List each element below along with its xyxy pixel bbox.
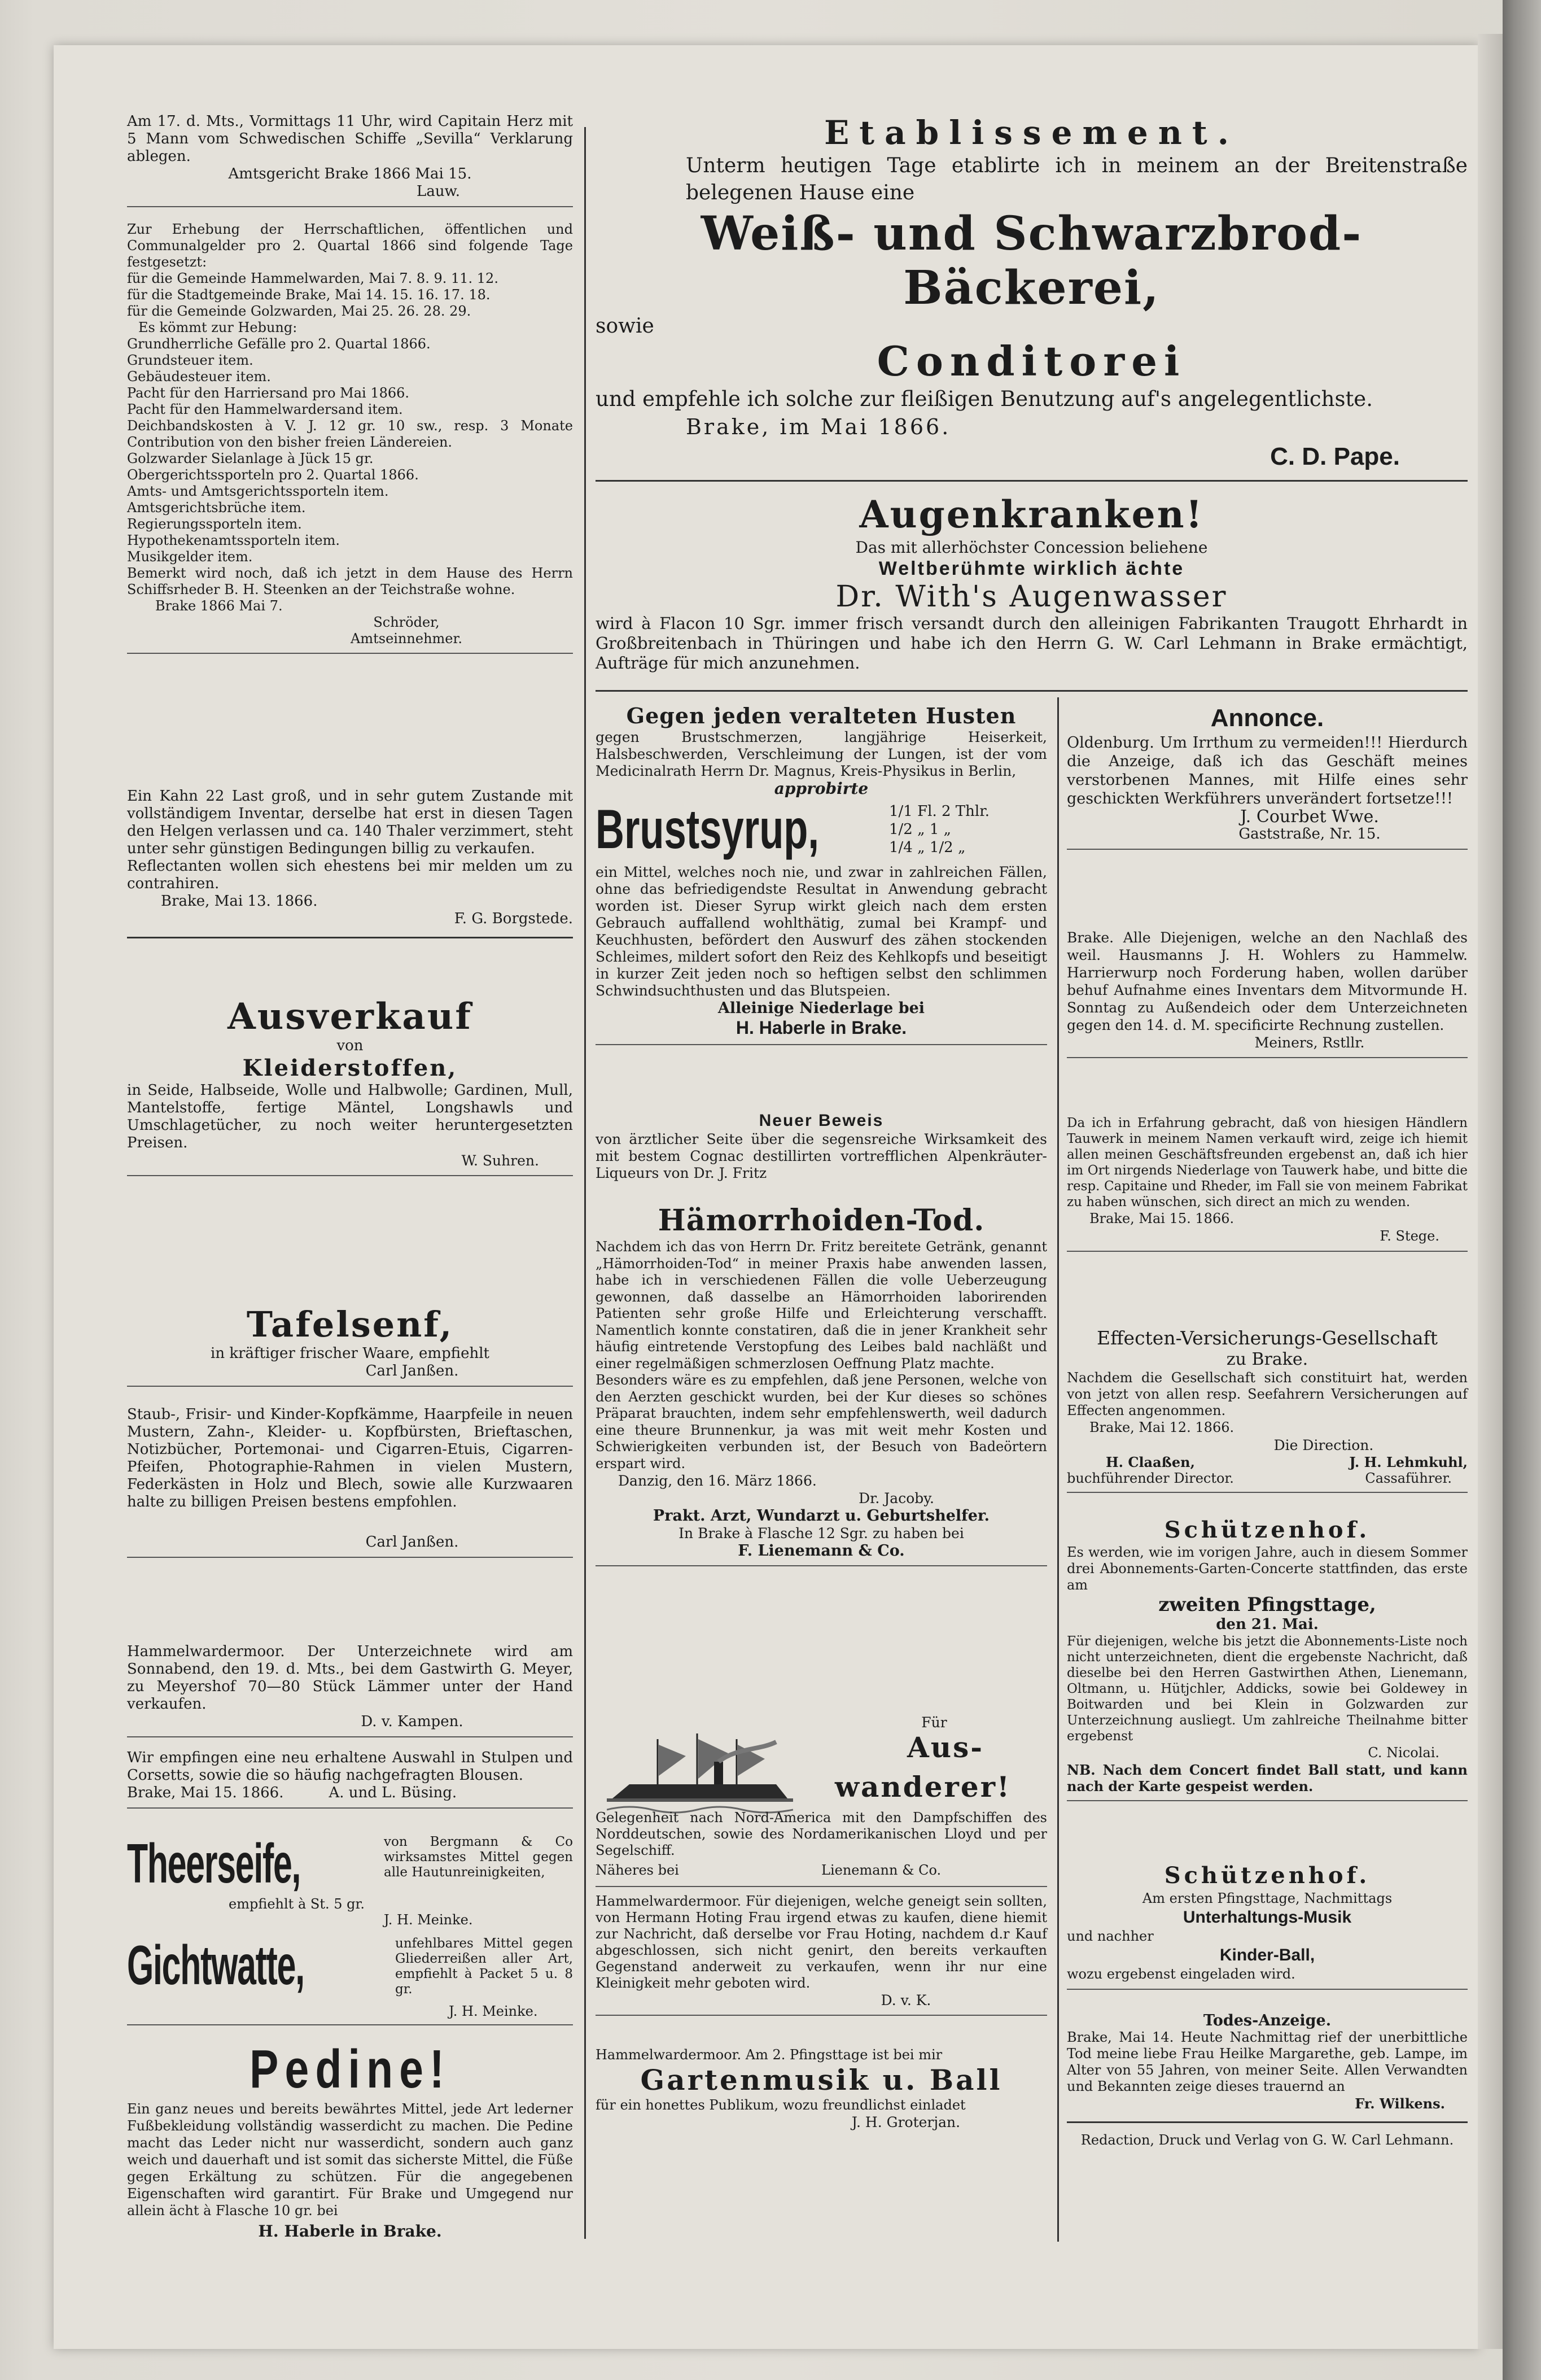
hoting-text: Hammelwardermoor. Für diejenigen, welche geneigt sein sollten, von Hermann Hoting Frau irgend etwas zu kaufen, diene hiemit zur Nachricht, daß derselbe vor Frau Hoting, nachdem d.r Kauf abgeschlossen, sich nicht genirt, den bereits verkauften Gegenstand anderweit zu verkaufen, wenn ihr nur eine Kleinigkeit mehr geboten wird.	[596, 1893, 1047, 1991]
effecten-sig-2-title: Cassaführer.	[1365, 1470, 1452, 1486]
haemorrhoiden-text-2: Besonders wäre es zu empfehlen, daß jene Personen, welche von den Aerzten geschickt wurden, bei der Kur dieses so schönes Präparat brauchten, indem sehr empfehlenswerth, weil dadurch eine theure Brunnenkur, ja was mit weit mehr Kosten und Schwierigkeiten verbunden ist, der Besuch von Badeörtern erspart wird.	[596, 1372, 1047, 1471]
ad-gichtwatte	[127, 1934, 573, 2024]
kampen-text: Hammelwardermoor. Der Unterzeichnete wird am Sonnabend, den 19. d. Mts., bei dem Gastwirth G. Meyer, zu Meyershof 70—80 Stück Lämmer unter der Hand verkaufen.	[127, 1643, 573, 1713]
notice-taxes	[127, 221, 573, 660]
kahn-sig: F. G. Borgstede.	[454, 910, 573, 927]
husten-text: gegen Brustschmerzen, langjährige Heiserkeit, Halsbeschwerden, Verschleimung der Lungen, ist der vom Medicinalrath Herrn Dr. Magnus, Kreis-Physikus in Berlin,	[596, 729, 1047, 779]
beweis-text: von ärztlicher Seite über die segensreiche Wirksamkeit des mit bestem Cognac destillirten vortrefflichen Alpenkräuter-Liqueurs von Dr. J. Fritz	[596, 1131, 1047, 1181]
husten-title: Gegen jeden veralteten Husten	[626, 703, 1017, 728]
theerseife-text: von Bergmann & Co wirksamstes Mittel gegen alle Hautunreinigkeiten,	[384, 1835, 573, 1880]
top-spanning-ad	[596, 113, 1468, 673]
annonce-addr: Gaststraße, Nr. 15.	[1238, 826, 1381, 842]
tauwerk-sig: F. Stege.	[1380, 1228, 1439, 1244]
ausverkauf-text: in Seide, Halbseide, Wolle und Halbwolle; Gardinen, Mull, Mantelstoffe, fertige Mäntel, Longshawls und Umschlagetücher, zu noch weiter heruntergesetzten Preisen.	[127, 1082, 573, 1151]
schuetzenhof-sub: den 21. Mai.	[1216, 1616, 1319, 1633]
schuetzenhof-sig: C. Nicolai.	[1368, 1745, 1439, 1761]
ad-beweis	[596, 1111, 1047, 1182]
notice-kahn	[127, 788, 573, 947]
column-rule-right	[1057, 697, 1059, 2242]
tax-item: Grundherrliche Gefälle pro 2. Quartal 1866.	[127, 336, 431, 352]
notice-kampen	[127, 1643, 573, 1743]
imprint: Redaction, Druck und Verlag von G. W. Carl Lehmann.	[1080, 2132, 1454, 2148]
book-edge	[1503, 0, 1541, 2380]
tax-note: Bemerkt wird noch, daß ich jetzt in dem Hause des Herrn Schiffsrheder B. H. Steenken an der Teichstraße wohne.	[127, 565, 573, 597]
stulpen-date	[127, 1784, 573, 1802]
effecten-direction: Die Direction.	[1273, 1437, 1374, 1453]
schuetzenhof-title: Schützenhof.	[1164, 1517, 1371, 1543]
auswanderer-fuer: Für	[921, 1714, 947, 1731]
tax-sig: Schröder,	[373, 614, 440, 630]
tax-item: Pacht für den Harriersand pro Mai 1866.	[127, 385, 410, 401]
ausverkauf-title: Ausverkauf	[227, 995, 472, 1038]
haemorrhoiden-sales-2: F. Lienemann & Co.	[738, 1542, 905, 1560]
notice-text: Am 17. d. Mts., Vormittags 11 Uhr, wird Capitain Herz mit 5 Mann vom Schwedischen Schiffe „Sevilla“ Verklarung ablegen.	[127, 113, 573, 165]
schuetzenhof-2-text-2: wozu ergebenst eingeladen wird.	[1067, 1966, 1295, 1982]
augen-l1: Das mit allerhöchster Concession beliehene	[855, 538, 1208, 557]
kahn-text: Ein Kahn 22 Last groß, und in sehr gutem Zustande mit vollständigem Inventar, derselbe hat erst in diesen Tagen den Helgen verlassen und ca. 140 Thaler verzimmert, steht unter sehr günstigen Bedingungen billig zu verkaufen.	[127, 788, 573, 857]
todes-text: Brake, Mai 14. Heute Nachmittag rief der unerbittliche Tod meine liebe Frau Heilke Margarethe, geb. Lampe, im Alter von 55 Jahren, von meiner Seite. Allen Verwandten und Bekannten zeige dieses trauernd an	[1067, 2029, 1468, 2094]
annonce-title: Annonce.	[1210, 704, 1324, 732]
effecten-sig-2: J. H. Lehmkuhl,	[1349, 1454, 1468, 1470]
tax-item: Pacht für den Hammelwardersand item.	[127, 401, 403, 417]
gartenmusik-title: Gartenmusik u. Ball	[640, 2063, 1002, 2097]
effecten-sub: zu Brake.	[1226, 1350, 1308, 1369]
kahn-text-2: Reflectanten wollen sich ehestens bei mir melden um zu contrahiren.	[127, 858, 573, 892]
theerseife-price: empfiehlt à St. 5 gr.	[229, 1896, 365, 1912]
husten-big-row	[596, 797, 1047, 864]
staub-text: Staub-, Frisir- und Kinder-Kopfkämme, Haarpfeile in neuen Mustern, Zahn-, Kleider- u. Kopfbürsten, Brieftaschen, Notizbücher, Portemonai- und Cigarren-Etuis, Cigarren-Pfeifen, Photographie-Rahmen in vielen Mustern, Federkästen in Holz und Blech, sowie alle Kurzwaaren halte zu billigen Preisen bestens empfohlen.	[127, 1406, 573, 1510]
effecten-sig-right	[1349, 1454, 1468, 1486]
pedine-sig: H. Haberle in Brake.	[258, 2222, 442, 2241]
haemorrhoiden-date: Danzig, den 16. März 1866.	[618, 1473, 817, 1489]
tax-item: Grundsteuer item.	[127, 352, 253, 368]
husten-approbirte: approbirte	[774, 779, 869, 798]
effecten-date: Brake, Mai 12. 1866.	[1089, 1420, 1234, 1435]
tax-sig-title: Amtseinnehmer.	[351, 631, 462, 647]
notice-todes	[1067, 2012, 1468, 2148]
notice-court: Amtsgericht Brake 1866 Mai 15.	[228, 165, 472, 182]
schuetzenhof-text: Es werden, wie im vorigen Jahre, auch in diesem Sommer drei Abonnements-Garten-Concerte stattfinden, das erste am	[1067, 1544, 1468, 1593]
schuetzenhof-2-big-2: Kinder-Ball,	[1219, 1946, 1315, 1964]
ad-staub	[127, 1406, 573, 1564]
haemorrhoiden-sig-2: Prakt. Arzt, Wundarzt u. Geburtshelfer.	[653, 1507, 990, 1525]
ausverkauf-sub: Kleiderstoffen,	[242, 1055, 458, 1081]
kahn-date: Brake, Mai 13. 1866.	[161, 893, 318, 910]
theerseife-title: Theerseife,	[127, 1832, 301, 1894]
tax-intro: Zur Erhebung der Herrschaftlichen, öffentlichen und Communalgelder pro 2. Quartal 1866 sind folgende Tage festgesetzt:	[127, 221, 573, 270]
tax-item: Regierungssporteln item.	[127, 516, 302, 532]
tax-item: Deichbandskosten à V. J. 12 gr. 10 sw., resp. 3 Monate Contribution von den bisher freien Ländereien.	[127, 418, 573, 450]
tauwerk-date: Brake, Mai 15. 1866.	[1089, 1211, 1234, 1226]
tafelsenf-sig: Carl Janßen.	[365, 1363, 459, 1379]
ad-annonce	[1067, 703, 1468, 855]
ad-haemorrhoiden	[596, 1203, 1047, 1572]
effecten-sig-1-title: buchführender Director.	[1067, 1470, 1234, 1486]
todes-title: Todes-Anzeige.	[1203, 2012, 1332, 2029]
pedine-text: Ein ganz neues und bereits bewährtes Mittel, jede Art lederner Fußbekleidung vollständig wasserdicht zu machen. Die Pedine macht das Leder nicht nur wasserdicht, sondern auch ganz weich und dauerhaft und ist somit das sicherste Mittel, die Füße gegen Erkältung zu schützen. Für die angegebenen Eigenschaften wird garantirt. Für Brake und Umgegend nur allein ächt à Flasche 10 gr. bei	[127, 2101, 573, 2219]
schuetzenhof-2-sub: und nachher	[1067, 1928, 1154, 1944]
schuetzenhof-2-text: Am ersten Pfingsttage, Nachmittags	[1142, 1890, 1393, 1906]
tafelsenf-text: in kräftiger frischer Waare, empfiehlt	[211, 1345, 489, 1362]
top-ad-bottom-rule	[596, 690, 1468, 692]
gartenmusik-text-2: für ein honettes Publikum, wozu freundlichst einladet	[596, 2097, 966, 2113]
kampen-sig: D. v. Kampen.	[361, 1713, 463, 1730]
ad-ausverkauf	[127, 997, 573, 1182]
schuetzenhof-big: zweiten Pfingsttage,	[1158, 1593, 1376, 1616]
notice-tauwerk	[1067, 1115, 1468, 1257]
etablissement-sig: C. D. Pape.	[1270, 443, 1400, 470]
column-rule-left	[584, 127, 586, 2239]
ausverkauf-sig: W. Suhren.	[461, 1152, 539, 1169]
notice-signature: Lauw.	[417, 183, 460, 200]
tax-item: Golzwarder Sielanlage à Jück 15 gr.	[127, 451, 374, 466]
ad-theerseife	[127, 1832, 573, 1928]
augen-l2: Weltberühmte wirklich ächte	[878, 558, 1185, 579]
ad-auswanderer	[596, 1714, 1047, 1877]
gartenmusik-text: Hammelwardermoor. Am 2. Pfingsttage ist bei mir	[596, 2047, 943, 2063]
augen-text: wird à Flacon 10 Sgr. immer frisch versandt durch den alleinigen Fabrikanten Traugott Ehrhardt in Großbreitenbach in Thüringen und habe ich den Herrn G. W. Carl Lehmann in Brake ermächtigt, Aufträge für mich anzunehmen.	[596, 614, 1468, 672]
auswanderer-sig: Lienemann & Co.	[821, 1862, 942, 1878]
ausverkauf-von: von	[336, 1037, 364, 1054]
tax-sub: Es kömmt zur Hebung:	[138, 320, 297, 335]
augen-title: Augenkranken!	[859, 492, 1204, 536]
etablissement-line2: und empfehle ich solche zur fleißigen Benutzung auf's angelegentlichste.	[596, 387, 1373, 411]
effecten-text: Nachdem die Gesellschaft sich constituirt hat, werden von jetzt von allen resp. Seefahrern Versicherungen auf Effecten angenommen.	[1067, 1370, 1468, 1418]
divider	[596, 1886, 1047, 1887]
ad-schuetzenhof-1	[1067, 1516, 1468, 1807]
hoting-sig: D. v. K.	[881, 1992, 931, 2008]
etablissement-sowie: sowie	[596, 315, 654, 338]
staub-sig: Carl Janßen.	[365, 1534, 459, 1551]
notice-sevilla	[127, 113, 573, 213]
gichtwatte-sig: J. H. Meinke.	[449, 2003, 538, 2019]
ad-pedine	[127, 2038, 573, 2240]
ad-husten	[596, 703, 1047, 1051]
auswanderer-text: Gelegenheit nach Nord-America mit den Dampfschiffen des Norddeutschen, sowie des Nordamerikanischen Lloyd und per Segelschiff.	[596, 1810, 1047, 1858]
ad-gartenmusik	[596, 2047, 1047, 2131]
effecten-sig-left	[1067, 1454, 1234, 1486]
tax-item: Gebäudesteuer item.	[127, 369, 271, 385]
notice-wohlers	[1067, 929, 1468, 1064]
husten-text-2: ein Mittel, welches noch nie, und zwar in zahlreichen Fällen, ohne das befriedigendste Resultat in Anwendung gebracht worden ist. Dieser Syrup wirkt gleich nach dem ersten Gebrauch auffallend wohlthätig, zumal bei Krampf- und Keuchhusten, befördert den Auswurf des zähen stockenden Schleimes, mildert sofort den Reiz des Kehlkopfs und beseitigt in kurzer Zeit jeden noch so heftigen selbst den schlimmen Schwindsuchthusten und das Blutspeien.	[596, 864, 1047, 999]
husten-big: Brustsyrup,	[596, 798, 820, 860]
annonce-text: Oldenburg. Um Irrthum zu vermeiden!!! Hierdurch die Anzeige, daß ich das Geschäft meines verstorbenen Mannes, mit Hilfe eines sehr geschickten Werkführers unverändert fortsetze!!!	[1067, 734, 1468, 807]
tafelsenf-title: Tafelsenf,	[246, 1304, 454, 1345]
etablissement-big2: Conditorei	[877, 337, 1187, 385]
tauwerk-text: Da ich in Erfahrung gebracht, daß von hiesigen Händlern Tauwerk in meinem Namen verkauft wird, zeige ich hiemit allen meinen Geschäftsfreunden ergebenst an, daß ich hier im Ort nirgends Niederlage von Tauwerk habe, und bitte die resp. Capitaine und Rheder, im Fall sie von meinem Fabrikat zu haben wünschen, sich direct an mich zu wenden.	[1067, 1116, 1468, 1209]
haemorrhoiden-sig: Dr. Jacoby.	[859, 1490, 934, 1506]
tax-item: Amts- und Amtsgerichtssporteln item.	[127, 483, 389, 499]
pedine-title: Pedine!	[249, 2039, 450, 2099]
gartenmusik-sig: J. H. Groterjan.	[851, 2114, 961, 2130]
husten-agent-2: H. Haberle in Brake.	[736, 1017, 907, 1038]
etablissement-date: Brake, im Mai 1866.	[686, 414, 951, 439]
ad-tafelsenf	[127, 1304, 573, 1392]
ad-effecten	[1067, 1327, 1468, 1499]
gichtwatte-text: unfehlbares Mittel gegen Gliederreißen aller Art, empfiehlt à Packet 5 u. 8 gr.	[395, 1936, 573, 1997]
husten-price: 1/2 „ 1 „	[889, 821, 952, 838]
theerseife-sig: J. H. Meinke.	[384, 1912, 473, 1928]
annonce-sig: J. Courbet Wwe.	[1240, 807, 1379, 827]
haemorrhoiden-text: Nachdem ich das von Herrn Dr. Fritz bereitete Getränk, genannt „Hämorrhoiden-Tod“ in meiner Praxis habe anwenden lassen, habe ich in verschiedenen Fällen die volle Ueberzeugung gewonnen, daß dasselbe an Hämorrhoiden laborirenden Patienten sehr große Hilfe und Erleichterung verschafft. Namentlich konnte constatiren, daß die in jener Krankheit sehr häufig eintretende Verstopfung des Leibes bald nachläßt und einer regelmäßigen schmerzlosen Oeffnung Platz machte.	[596, 1239, 1047, 1372]
gichtwatte-title: Gichtwatte,	[127, 1934, 304, 1996]
tax-line-3: für die Gemeinde Golzwarden, Mai 25. 26. 28. 29.	[127, 303, 471, 319]
wohlers-sig: Meiners, Rstllr.	[1254, 1034, 1365, 1051]
tax-date: Brake 1866 Mai 7.	[155, 598, 283, 614]
stulpen-sig: A. und L. Büsing.	[329, 1784, 457, 1801]
auswanderer-title-2: wanderer!	[834, 1770, 1011, 1803]
steamship-icon	[607, 1731, 793, 1821]
schuetzenhof-text-2: Für diejenigen, welche bis jetzt die Abonnements-Liste noch nicht unterzeichneten, dient die ergebenste Nachricht, daß dieselbe bei den Herren Gastwirthen Athen, Lienemann, Oltmann, u. Hütjchler, Addicks, sowie bei Goldewey in Boitwarden und bei Klein in Golzwarden zur Unterzeichnung ausliegt. Um zahlreiche Theilnahme bitter ergebenst	[1067, 1634, 1468, 1744]
todes-sig: Fr. Wilkens.	[1355, 2095, 1445, 2112]
husten-price: 1/4 „ 1/2 „	[889, 839, 966, 856]
notice-hoting	[596, 1893, 1047, 2021]
tax-item: Amtsgerichtsbrüche item.	[127, 500, 306, 516]
tax-item: Obergerichtssporteln pro 2. Quartal 1866.	[127, 467, 419, 483]
beweis-title: Neuer Beweis	[759, 1111, 884, 1130]
stulpen-date-text: Brake, Mai 15. 1866.	[127, 1784, 284, 1801]
schuetzenhof-nb: NB. Nach dem Concert findet Ball statt, und kann nach der Karte gespeist werden.	[1067, 1762, 1468, 1794]
augen-l3: Dr. With's Augenwasser	[835, 580, 1228, 614]
tax-line-2: für die Stadtgemeinde Brake, Mai 14. 15. 16. 17. 18.	[127, 287, 491, 303]
haemorrhoiden-title: Hämorrhoiden-Tod.	[658, 1203, 985, 1238]
ad-stulpen	[127, 1749, 573, 1814]
husten-agent: Alleinige Niederlage bei	[717, 999, 925, 1017]
page-fold-shadow	[1478, 34, 1503, 2349]
husten-agent-row	[596, 999, 1047, 1017]
schuetzenhof-2-title: Schützenhof.	[1164, 1862, 1371, 1889]
tax-line-1: für die Gemeinde Hammelwarden, Mai 7. 8. 9. 11. 12.	[127, 270, 498, 286]
wohlers-text: Brake. Alle Diejenigen, welche an den Nachlaß des weil. Hausmanns J. H. Wohlers zu Hammelw. Harrierwurp noch Forderung haben, wollen darüber behuf Aufnahme eines Inventars dem Mitvormunde H. Sonntag zu Außendeich oder dem Unterzeichneten gegen den 14. d. M. specificirte Rechnung zustellen.	[1067, 929, 1468, 1033]
auswanderer-more: Näheres bei	[596, 1862, 679, 1878]
ad-schuetzenhof-2	[1067, 1862, 1468, 1995]
haemorrhoiden-sales: In Brake à Flasche 12 Sgr. zu haben bei	[678, 1525, 964, 1541]
tax-item: Hypothekenamtssporteln item.	[127, 532, 340, 548]
etablissement-line1: Unterm heutigen Tage etablirte ich in meinem an der Breitenstraße belegenen Hause eine	[686, 154, 1468, 204]
effecten-signatures	[1067, 1454, 1468, 1486]
etablissement-big: Weiß- und Schwarzbrod-Bäckerei,	[701, 207, 1363, 315]
etablissement-title: Etablissement.	[824, 113, 1239, 152]
effecten-title: Effecten-Versicherungs-Gesellschaft	[1097, 1327, 1438, 1349]
schuetzenhof-2-big: Unterhaltungs-Musik	[1183, 1908, 1352, 1927]
stulpen-text: Wir empfingen eine neu erhaltene Auswahl in Stulpen und Corsetts, sowie die so häufig nachgefragten Blousen.	[127, 1749, 573, 1784]
auswanderer-title-1: Aus-	[907, 1731, 984, 1764]
tax-item: Musikgelder item.	[127, 549, 253, 565]
husten-price: 1/1 Fl. 2 Thlr.	[889, 803, 990, 820]
effecten-sig-1: H. Claaßen,	[1105, 1454, 1195, 1470]
